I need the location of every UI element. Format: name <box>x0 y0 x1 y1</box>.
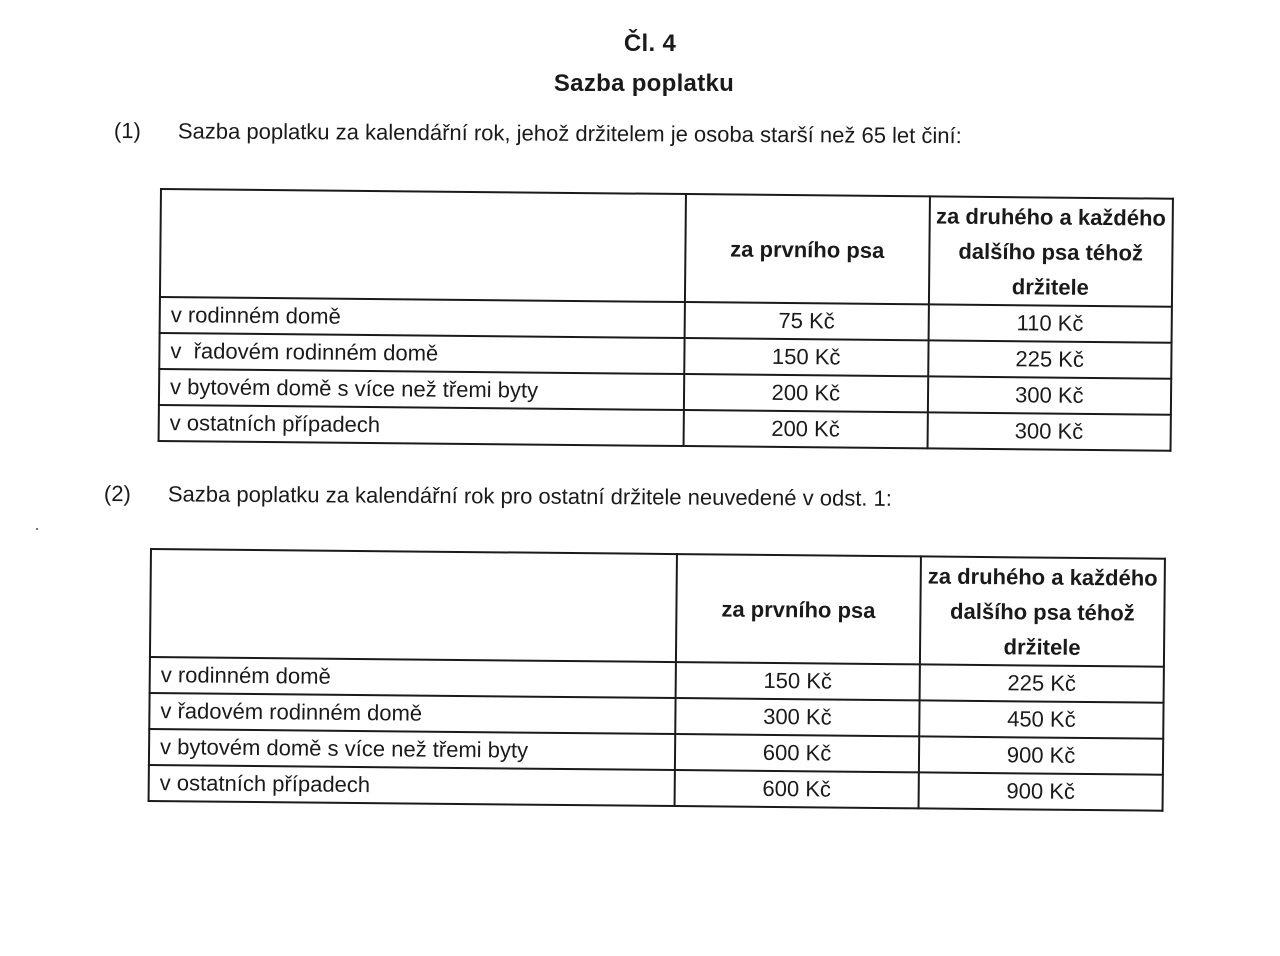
fee-table-other-holders <box>148 548 1166 812</box>
additional-dog-fee: 900 Kč <box>919 736 1163 774</box>
paragraph-2 <box>104 481 892 512</box>
paragraph-1 <box>114 118 962 149</box>
first-dog-fee: 150 Kč <box>676 662 920 700</box>
additional-dog-fee: 900 Kč <box>919 772 1163 810</box>
header-cell-additional-dog: za druhého a každého dalšího psa téhož držitele <box>920 556 1165 666</box>
row-label: v rodinném domě <box>150 657 676 698</box>
header-cell-first-dog: za prvního psa <box>685 194 929 304</box>
additional-dog-fee: 110 Kč <box>928 304 1172 342</box>
row-label: v ostatních případech <box>149 765 675 806</box>
first-dog-fee: 300 Kč <box>675 698 919 736</box>
additional-dog-fee: 300 Kč <box>927 412 1171 450</box>
additional-dog-fee: 300 Kč <box>927 376 1171 414</box>
row-label: v rodinném domě <box>160 297 685 338</box>
header-cell-first-dog: za prvního psa <box>676 554 921 664</box>
additional-dog-fee: 225 Kč <box>928 340 1172 378</box>
row-label: v řadovém rodinném domě <box>149 693 675 734</box>
first-dog-fee: 600 Kč <box>675 770 919 808</box>
first-dog-fee: 150 Kč <box>684 338 928 376</box>
first-dog-fee: 200 Kč <box>684 410 928 448</box>
row-label: v bytovém domě s více než třemi byty <box>149 729 675 770</box>
paragraph-2-number: (2) <box>103 481 131 507</box>
table-header-row <box>150 549 1165 667</box>
article-title: Sazba poplatku <box>553 70 735 97</box>
header-cell-additional-dog: za druhého a každého dalšího psa téhož držitele <box>928 196 1172 306</box>
paragraph-2-text: Sazba poplatku za kalendářní rok pro ostatní držitele neuvedené v odst. 1: <box>167 481 893 511</box>
header-cell-empty <box>150 549 677 662</box>
first-dog-fee: 200 Kč <box>684 374 928 412</box>
table-header-row <box>160 189 1173 307</box>
row-label: v ostatních případech <box>159 405 684 446</box>
additional-dog-fee: 450 Kč <box>919 700 1163 738</box>
paragraph-1-text: Sazba poplatku za kalendářní rok, jehož držitelem je osoba starší než 65 let činí: <box>177 118 962 149</box>
paragraph-1-number: (1) <box>113 118 141 144</box>
row-label: v řadovém rodinném domě <box>159 333 684 374</box>
first-dog-fee: 600 Kč <box>675 734 919 772</box>
article-number: Čl. 4 <box>623 30 677 57</box>
first-dog-fee: 75 Kč <box>685 302 929 340</box>
row-label: v bytovém domě s více než třemi byty <box>159 369 684 410</box>
scan-speck <box>36 528 38 530</box>
fee-table-seniors <box>158 188 1174 452</box>
additional-dog-fee: 225 Kč <box>920 664 1164 702</box>
header-cell-empty <box>160 189 686 302</box>
